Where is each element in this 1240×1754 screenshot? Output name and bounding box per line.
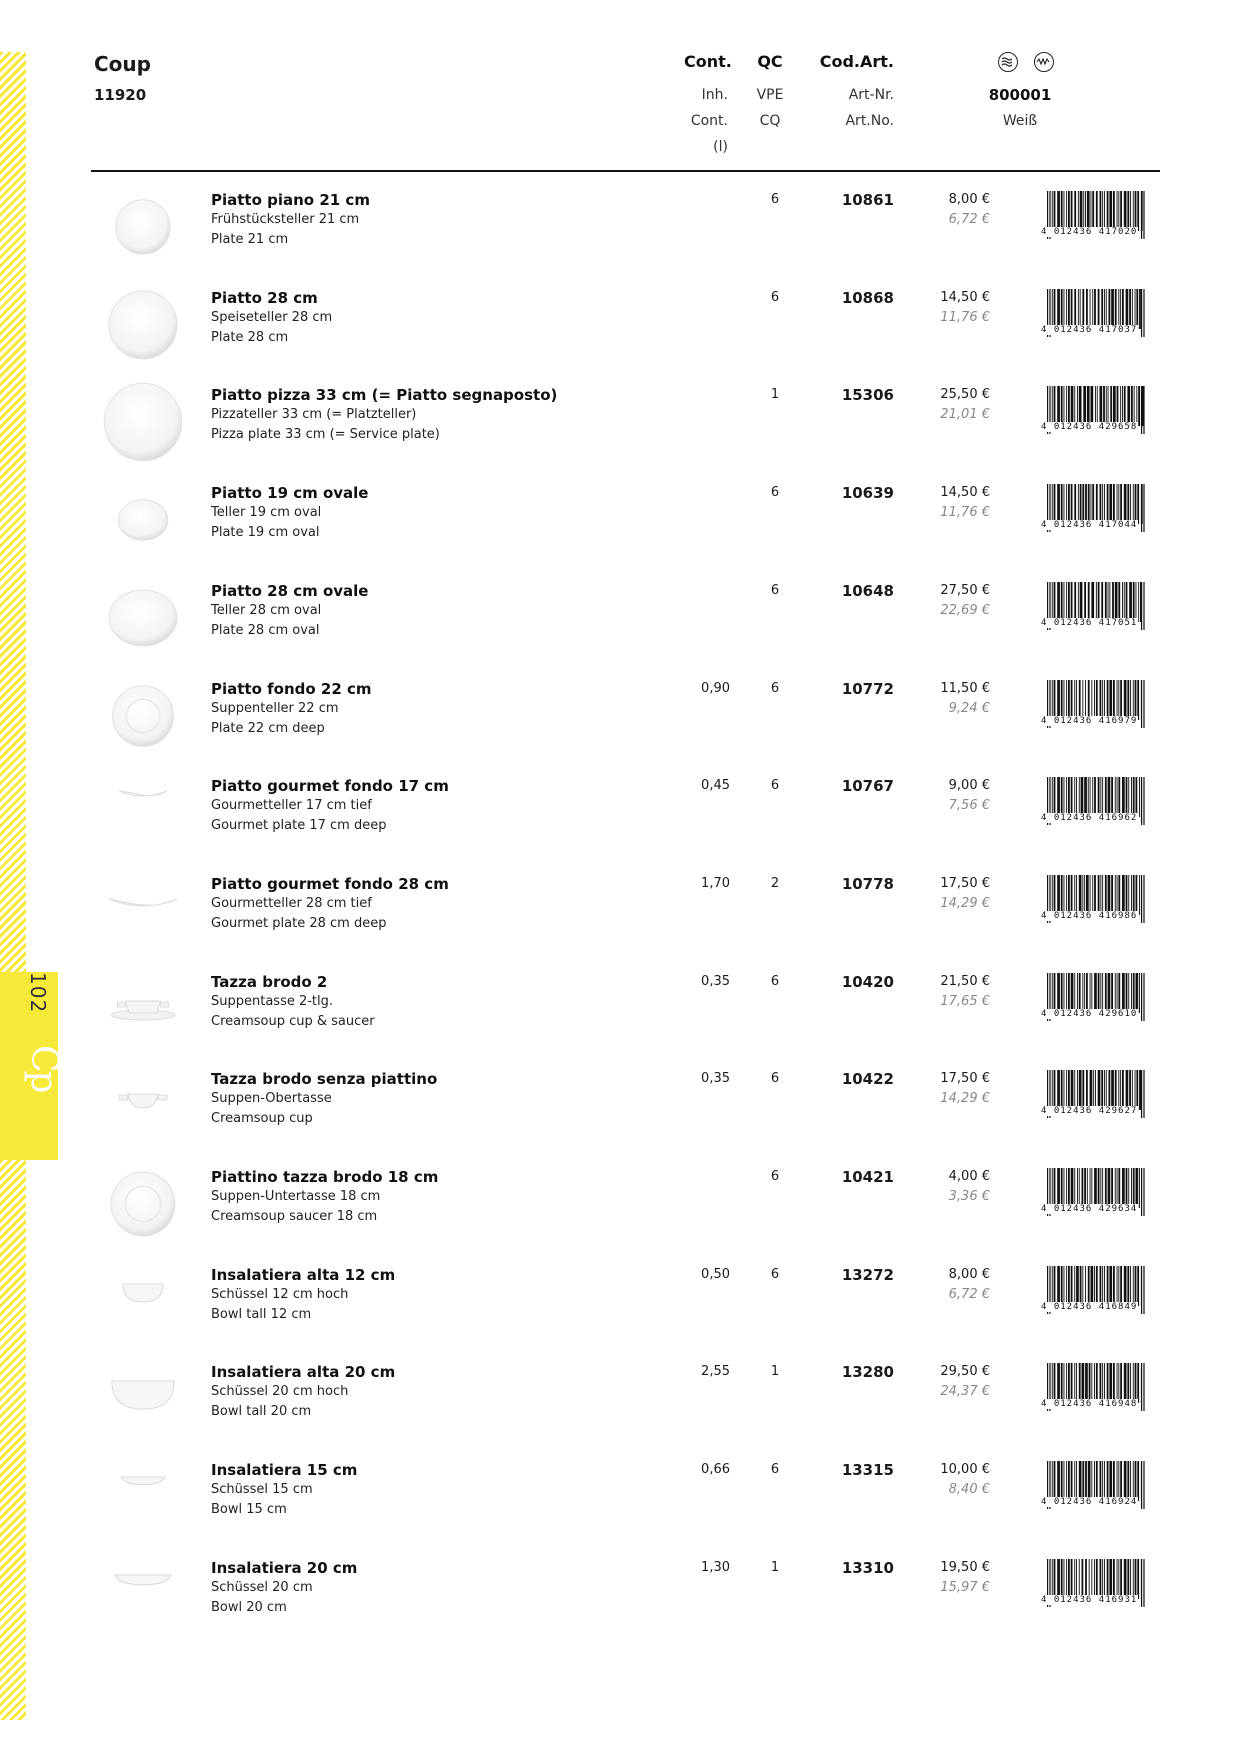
barcode-digits: 4 012436 429610: [1041, 1009, 1138, 1019]
product-qc: 1: [770, 1560, 780, 1575]
product-name-it: Piatto 28 cm ovale: [211, 582, 369, 600]
barcode-digits: 4 012436 416849: [1041, 1302, 1138, 1312]
product-name-it: Insalatiera 15 cm: [211, 1461, 358, 1479]
product-article-number: 15306: [841, 386, 894, 404]
product-name-it: Tazza brodo 2: [211, 973, 328, 991]
product-name-en: Plate 19 cm oval: [211, 525, 320, 540]
product-article-number: 10778: [841, 875, 894, 893]
col-qc-en: CQ: [759, 113, 781, 129]
product-name-de: Suppen-Obertasse: [211, 1091, 332, 1106]
header-rule: [91, 170, 1160, 172]
col-cont-de: Inh.: [701, 87, 728, 103]
product-price-net: 21,01 €: [940, 407, 990, 422]
product-image: [98, 1257, 188, 1347]
barcode-digits: 4 012436 416962: [1041, 813, 1138, 823]
product-article-number: 10421: [841, 1168, 894, 1186]
product-price-net: 14,29 €: [940, 896, 990, 911]
barcode-digits: 4 012436 417044: [1041, 520, 1138, 530]
product-name-it: Piatto piano 21 cm: [211, 191, 370, 209]
product-qc: 6: [770, 1169, 780, 1184]
dishwasher-icon: [998, 52, 1018, 72]
product-article-number: 10648: [841, 582, 894, 600]
product-price-net: 7,56 €: [948, 798, 990, 813]
product-name-it: Piatto 19 cm ovale: [211, 484, 369, 502]
product-name-en: Pizza plate 33 cm (= Service plate): [211, 427, 440, 442]
product-image: [98, 377, 188, 467]
product-article-number: 10772: [841, 680, 894, 698]
product-content: 1,30: [701, 1560, 730, 1575]
barcode-digits: 4 012436 429627: [1041, 1106, 1138, 1116]
product-name-de: Schüssel 20 cm: [211, 1580, 313, 1595]
col-cont-label: Cont.: [684, 52, 732, 71]
product-price-net: 9,24 €: [948, 701, 990, 716]
product-price: 14,50 €: [940, 485, 990, 500]
product-price: 17,50 €: [940, 876, 990, 891]
product-article-number: 13310: [841, 1559, 894, 1577]
product-article-number: 13315: [841, 1461, 894, 1479]
product-image: [98, 964, 188, 1054]
product-name-en: Gourmet plate 28 cm deep: [211, 916, 387, 931]
product-name-it: Insalatiera 20 cm: [211, 1559, 358, 1577]
product-qc: 6: [770, 290, 780, 305]
product-price: 14,50 €: [940, 290, 990, 305]
product-name-it: Piatto gourmet fondo 28 cm: [211, 875, 449, 893]
product-image: [98, 1354, 188, 1444]
product-price: 29,50 €: [940, 1364, 990, 1379]
barcode-digits: 4 012436 416986: [1041, 911, 1138, 921]
product-price: 11,50 €: [940, 681, 990, 696]
barcode-digits: 4 012436 417051: [1041, 618, 1138, 628]
product-name-en: Plate 21 cm: [211, 232, 289, 247]
barcode-digits: 4 012436 417037: [1041, 325, 1138, 335]
product-article-number: 10868: [841, 289, 894, 307]
product-price-net: 6,72 €: [948, 1287, 990, 1302]
decor-code: 800001: [988, 86, 1052, 104]
product-content: 0,66: [701, 1462, 730, 1477]
col-qc-de: VPE: [756, 87, 784, 103]
product-name-en: Gourmet plate 17 cm deep: [211, 818, 387, 833]
product-name-en: Plate 22 cm deep: [211, 721, 325, 736]
product-row: [0, 777, 1240, 874]
product-name-de: Teller 19 cm oval: [211, 505, 322, 520]
product-price-net: 11,76 €: [940, 310, 990, 325]
product-qc: 2: [770, 876, 780, 891]
product-image: [98, 1159, 188, 1249]
product-name-en: Plate 28 cm: [211, 330, 289, 345]
product-name-it: Insalatiera alta 20 cm: [211, 1363, 396, 1381]
product-content: 0,35: [701, 1071, 730, 1086]
product-row: [0, 875, 1240, 972]
product-price: 4,00 €: [948, 1169, 990, 1184]
product-name-it: Insalatiera alta 12 cm: [211, 1266, 396, 1284]
product-name-it: Piatto pizza 33 cm (= Piatto segnaposto): [211, 386, 558, 404]
product-name-en: Creamsoup cup & saucer: [211, 1014, 375, 1029]
product-row: [0, 582, 1240, 679]
decor-name: Weiß: [1002, 113, 1038, 129]
product-row: [0, 680, 1240, 777]
product-name-de: Gourmetteller 17 cm tief: [211, 798, 372, 813]
product-price-net: 3,36 €: [948, 1189, 990, 1204]
barcode-digits: 4 012436 429634: [1041, 1204, 1138, 1214]
col-art-en: Art.No.: [845, 113, 894, 129]
product-qc: 6: [770, 1267, 780, 1282]
product-price-net: 24,37 €: [940, 1384, 990, 1399]
barcode-digits: 4 012436 416931: [1041, 1595, 1138, 1605]
product-article-number: 13272: [841, 1266, 894, 1284]
product-name-en: Creamsoup saucer 18 cm: [211, 1209, 378, 1224]
product-name-en: Bowl 20 cm: [211, 1600, 287, 1615]
product-name-en: Creamsoup cup: [211, 1111, 313, 1126]
barcode-digits: 4 012436 429658: [1041, 422, 1138, 432]
col-art-label: Cod.Art.: [819, 52, 894, 71]
product-name-de: Speiseteller 28 cm: [211, 310, 333, 325]
product-qc: 1: [770, 387, 780, 402]
page-number: 102: [26, 972, 50, 1014]
product-image: [98, 280, 188, 370]
product-price-net: 22,69 €: [940, 603, 990, 618]
col-qc-label: QC: [757, 52, 783, 71]
product-image: [98, 768, 188, 858]
product-price: 10,00 €: [940, 1462, 990, 1477]
product-qc: 6: [770, 778, 780, 793]
product-price: 8,00 €: [948, 1267, 990, 1282]
product-name-de: Pizzateller 33 cm (= Platzteller): [211, 407, 417, 422]
product-row: [0, 973, 1240, 1070]
product-name-de: Suppenteller 22 cm: [211, 701, 339, 716]
product-content: 0,35: [701, 974, 730, 989]
product-article-number: 10639: [841, 484, 894, 502]
product-qc: 6: [770, 1462, 780, 1477]
product-name-it: Piatto fondo 22 cm: [211, 680, 372, 698]
product-price: 19,50 €: [940, 1560, 990, 1575]
product-row: [0, 1363, 1240, 1460]
product-image: [98, 1550, 188, 1640]
product-name-de: Gourmetteller 28 cm tief: [211, 896, 372, 911]
product-name-en: Bowl 15 cm: [211, 1502, 287, 1517]
col-art-de: Art-Nr.: [848, 87, 894, 103]
product-price-net: 11,76 €: [940, 505, 990, 520]
barcode-digits: 4 012436 417020: [1041, 227, 1138, 237]
product-row: [0, 191, 1240, 288]
product-article-number: 10420: [841, 973, 894, 991]
col-cont-en: Cont.: [690, 113, 728, 129]
product-qc: 6: [770, 1071, 780, 1086]
product-content: 0,90: [701, 681, 730, 696]
product-row: [0, 484, 1240, 581]
product-content: 2,55: [701, 1364, 730, 1379]
brand-logo: Cp: [23, 1045, 64, 1092]
product-row: [0, 289, 1240, 386]
product-content: 1,70: [701, 876, 730, 891]
product-name-it: Piatto gourmet fondo 17 cm: [211, 777, 449, 795]
product-article-number: 10422: [841, 1070, 894, 1088]
product-content: 0,45: [701, 778, 730, 793]
product-article-number: 13280: [841, 1363, 894, 1381]
product-image: [98, 182, 188, 272]
product-name-de: Schüssel 20 cm hoch: [211, 1384, 349, 1399]
product-price: 9,00 €: [948, 778, 990, 793]
product-image: [98, 866, 188, 956]
product-image: [98, 671, 188, 761]
product-name-it: Tazza brodo senza piattino: [211, 1070, 438, 1088]
product-row: [0, 1168, 1240, 1265]
product-name-de: Schüssel 15 cm: [211, 1482, 313, 1497]
product-name-de: Frühstücksteller 21 cm: [211, 212, 360, 227]
product-image: [98, 573, 188, 663]
product-name-de: Schüssel 12 cm hoch: [211, 1287, 349, 1302]
microwave-icon: [1034, 52, 1054, 72]
product-name-en: Plate 28 cm oval: [211, 623, 320, 638]
product-qc: 6: [770, 974, 780, 989]
product-price-net: 8,40 €: [948, 1482, 990, 1497]
product-row: [0, 1559, 1240, 1656]
product-name-de: Teller 28 cm oval: [211, 603, 322, 618]
product-qc: 6: [770, 583, 780, 598]
barcode-digits: 4 012436 416948: [1041, 1399, 1138, 1409]
product-price: 8,00 €: [948, 192, 990, 207]
collection-code: 11920: [94, 86, 147, 104]
product-name-it: Piatto 28 cm: [211, 289, 318, 307]
product-qc: 6: [770, 485, 780, 500]
product-price-net: 6,72 €: [948, 212, 990, 227]
product-qc: 6: [770, 681, 780, 696]
product-row: [0, 386, 1240, 483]
collection-title: Coup: [94, 52, 151, 76]
product-name-it: Piattino tazza brodo 18 cm: [211, 1168, 439, 1186]
product-price-net: 15,97 €: [940, 1580, 990, 1595]
product-content: 0,50: [701, 1267, 730, 1282]
product-qc: 1: [770, 1364, 780, 1379]
product-price: 27,50 €: [940, 583, 990, 598]
product-price: 17,50 €: [940, 1071, 990, 1086]
product-image: [98, 1452, 188, 1542]
col-cont-unit: (l): [713, 139, 728, 155]
product-price: 21,50 €: [940, 974, 990, 989]
product-name-de: Suppen-Untertasse 18 cm: [211, 1189, 381, 1204]
barcode-digits: 4 012436 416979: [1041, 716, 1138, 726]
product-price: 25,50 €: [940, 387, 990, 402]
barcode-digits: 4 012436 416924: [1041, 1497, 1138, 1507]
product-name-en: Bowl tall 20 cm: [211, 1404, 312, 1419]
product-row: [0, 1461, 1240, 1558]
product-name-en: Bowl tall 12 cm: [211, 1307, 312, 1322]
product-article-number: 10767: [841, 777, 894, 795]
product-price-net: 14,29 €: [940, 1091, 990, 1106]
product-price-net: 17,65 €: [940, 994, 990, 1009]
product-image: [98, 1061, 188, 1151]
product-image: [98, 475, 188, 565]
product-name-de: Suppentasse 2-tlg.: [211, 994, 334, 1009]
product-row: [0, 1070, 1240, 1167]
product-row: [0, 1266, 1240, 1363]
product-qc: 6: [770, 192, 780, 207]
product-article-number: 10861: [841, 191, 894, 209]
